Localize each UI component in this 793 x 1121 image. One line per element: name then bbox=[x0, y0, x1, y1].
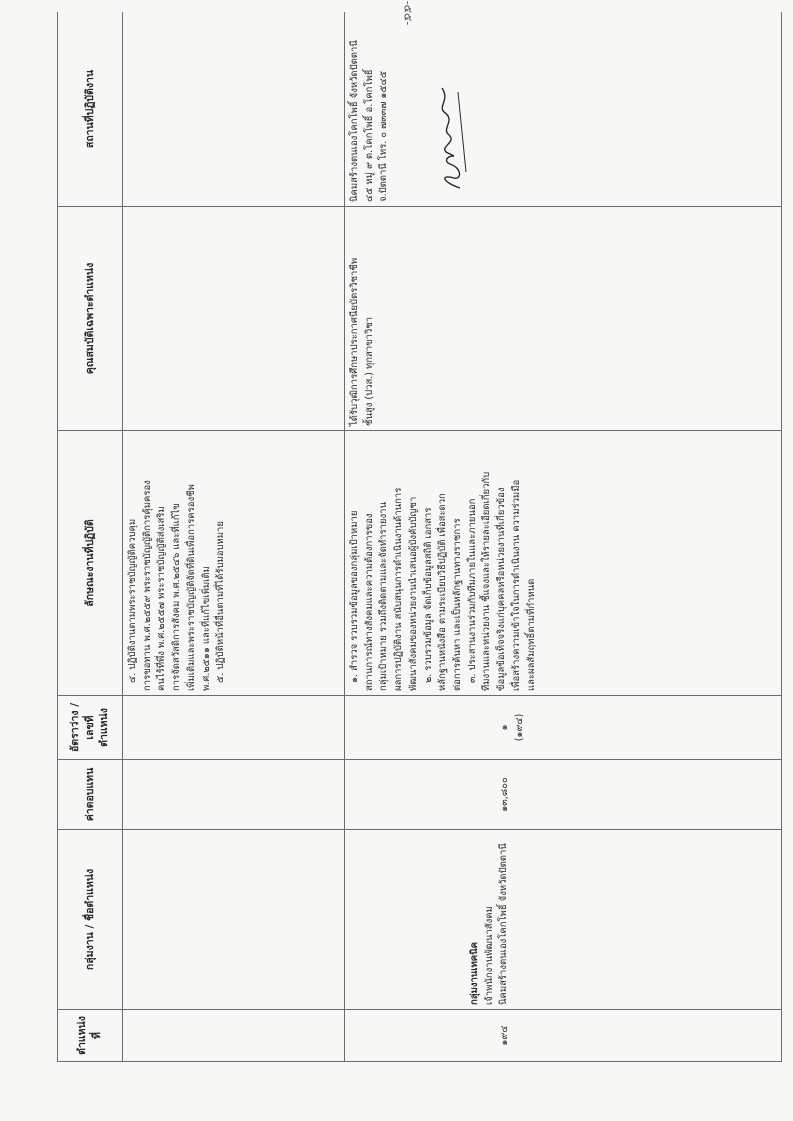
qualification-line: ได้รับวุฒิการศึกษาประกาศนียบัตรวิชาชีพ bbox=[349, 257, 360, 426]
cell-duties bbox=[345, 431, 782, 696]
page-number: -๕๕- bbox=[401, 0, 414, 26]
cell-qualification bbox=[345, 207, 782, 431]
duty-line: เพื่อสร้างความเข้าใจในการดำเนินงาน ความร่วมมือ bbox=[510, 479, 522, 691]
header-group-name: กลุ่มงาน / ชื่อตำแหน่ง bbox=[58, 830, 123, 1010]
table-row-position bbox=[345, 12, 782, 1062]
group-title: กลุ่มงานเทคนิค bbox=[469, 941, 480, 1005]
duty-line: กลุ่มเป้าหมาย รวมถึงติดตามและจัดทำรายงาน bbox=[378, 502, 390, 691]
cell-location bbox=[345, 12, 782, 207]
qualification-line: ชั้นสูง (ปวส.) ทุกสาขาวิชา bbox=[363, 316, 375, 426]
duty-line: การขอทาน พ.ศ.๒๕๕๙ พระราชบัญญัติการคุ้มครอง bbox=[141, 480, 153, 691]
duty-line: ๒. รวบรวมข้อมูล จัดเก็บข้อมูลสถิติ เอกสาร bbox=[422, 507, 434, 683]
location-line: ๔๕ หมู่ ๙ ต.โคกโพธิ์ อ.โคกโพธิ์ bbox=[363, 69, 375, 202]
cell-empty bbox=[123, 696, 345, 760]
duty-line: พ.ศ.๒๕๑๑ และที่แก้ไขเพิ่มเติม bbox=[200, 566, 212, 691]
cell-duties-continued bbox=[123, 431, 345, 696]
header-pay: ค่าตอบแทน bbox=[58, 760, 123, 830]
header-location: สถานที่ปฏิบัติงาน bbox=[58, 12, 123, 207]
duty-line: ๔. ปฏิบัติงานตามพระราชบัญญัติควบคุม bbox=[127, 518, 138, 683]
header-rate: อัตราว่าง / เลขที่ตำแหน่ง bbox=[58, 696, 123, 760]
duty-line: ๓. ประสานงานร่วมกับทีมภายในและภายนอก bbox=[466, 498, 478, 683]
duty-line: หลักฐานหนังสือ ตามระเบียบวิธีปฏิบัติ เพื่อสะดวก bbox=[437, 493, 449, 691]
cell-position-no bbox=[345, 1010, 782, 1062]
duty-line: ต่อการค้นหา และเป็นหลักฐานทางราชการ bbox=[452, 518, 464, 691]
duty-line: การจัดสวัสดิการสังคม พ.ศ.๒๕๔๖ และที่แก้ไข bbox=[171, 503, 183, 691]
cell-empty bbox=[123, 207, 345, 431]
location-line: จ.ปัตตานี โทร. ๐ ๗๓๓๗ ๑๕๔๕ bbox=[378, 70, 390, 202]
cell-empty bbox=[123, 760, 345, 830]
rate-number: (๑๙๔) bbox=[513, 713, 525, 742]
duty-line: คนไร้ที่พึ่ง พ.ศ.๒๕๕๗ พระราชบัญญัติส่งเสริม bbox=[156, 506, 168, 691]
duty-line: ๕. ปฏิบัติหน้าที่อื่นตามที่ได้รับมอบหมาย bbox=[215, 521, 227, 683]
header-position-no: ตำแหน่งที่ bbox=[58, 1010, 123, 1062]
duty-line: ๑. สำรวจ รวบรวมข้อมูลของกลุ่มเป้าหมาย bbox=[349, 510, 360, 683]
duty-line: เพิ่มเติมและพระราชบัญญัติจัดที่ดินเพื่อการครองชีพ bbox=[185, 484, 197, 691]
header-qualification: คุณสมบัติเฉพาะตำแหน่ง bbox=[58, 207, 123, 431]
duty-line: และผลสัมฤทธิ์ตามที่กำหนด bbox=[525, 578, 537, 691]
position-name: เจ้าพนักงานพัฒนาสังคม bbox=[483, 906, 495, 1005]
position-number: ๑๙๔ bbox=[499, 1025, 510, 1046]
duty-line: ทีมงานและหน่วยงาน ชี้แจงและให้รายละเอียดเกี่ยวกับ bbox=[481, 471, 493, 691]
cell-rate bbox=[345, 696, 782, 760]
cell-pay bbox=[345, 760, 782, 830]
rate-count: ๑ bbox=[499, 724, 510, 731]
table-row-continued bbox=[123, 12, 345, 1062]
duty-line: สถานการณ์ทางสังคมและความต้องการของ bbox=[363, 513, 375, 691]
cell-empty bbox=[123, 12, 345, 207]
cell-group-name bbox=[345, 830, 782, 1010]
positions-table bbox=[57, 12, 782, 1062]
document-sheet bbox=[57, 12, 782, 1062]
pay-amount: ๑๓,๘๐๐ bbox=[499, 777, 510, 812]
cell-empty bbox=[123, 830, 345, 1010]
location-line: นิคมสร้างตนเองโคกโพธิ์ จังหวัดปัตตานี bbox=[349, 40, 360, 202]
duty-line: พัฒนาสังคมของหน่วยงานนำเสนอผู้บังคับบัญชา bbox=[407, 496, 419, 691]
position-org: นิคมสร้างตนเองโคกโพธิ์ จังหวัดปัตตานี bbox=[498, 843, 510, 1005]
duty-line: ข้อมูลข้อเท็จจริงแก่บุคคลหรือหน่วยงานที่เกี่ยวข้อง bbox=[496, 487, 508, 691]
signature-mark bbox=[432, 82, 472, 192]
table-header-row bbox=[58, 12, 123, 1062]
duty-line: ผลการปฏิบัติงาน สนับสนุนการดำเนินงานด้านการ bbox=[393, 487, 405, 691]
cell-empty bbox=[123, 1010, 345, 1062]
header-duties: ลักษณะงานที่ปฏิบัติ bbox=[58, 431, 123, 696]
